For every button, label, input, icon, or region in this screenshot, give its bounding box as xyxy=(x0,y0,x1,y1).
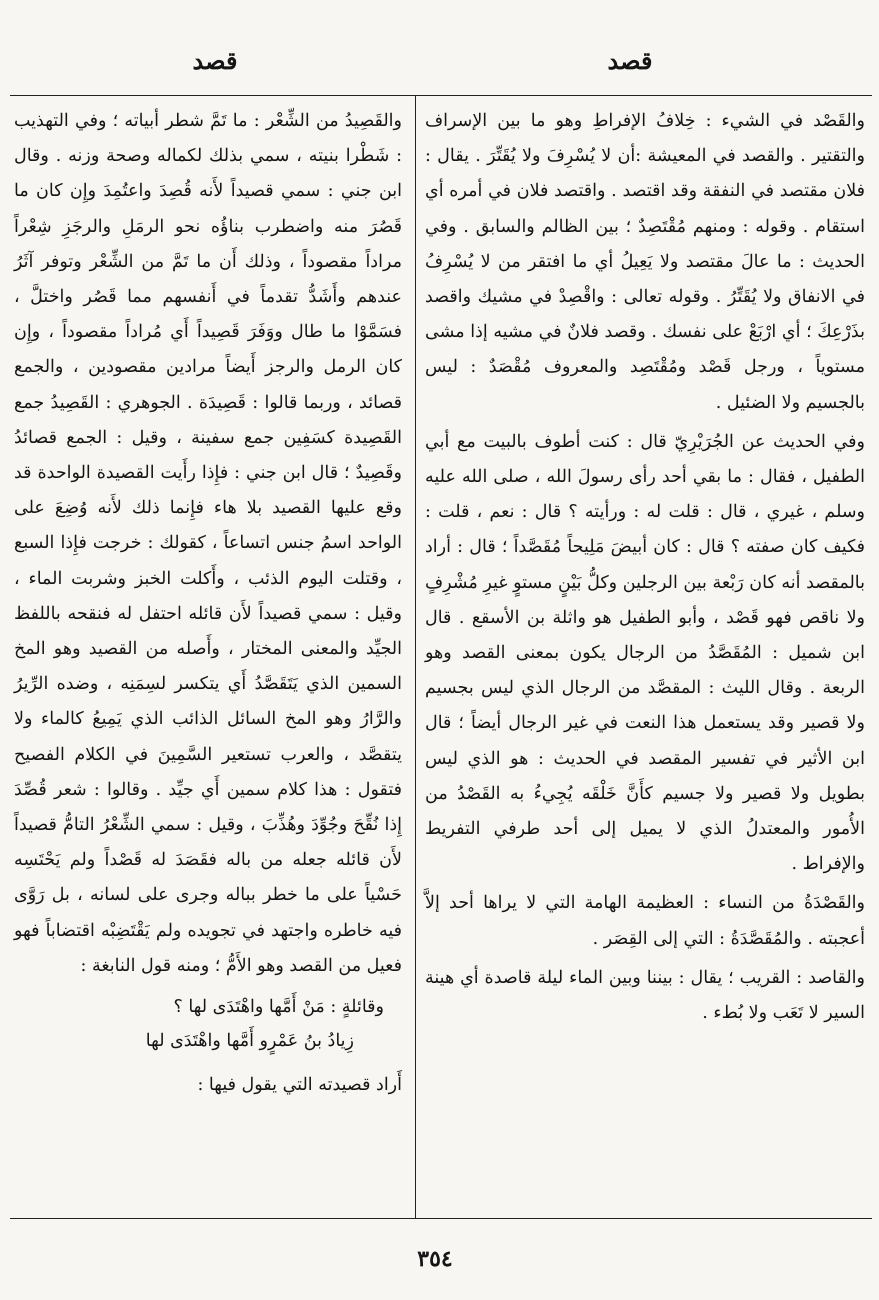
bottom-rule xyxy=(10,1218,872,1219)
poem-line: وقائلةٍ : مَنْ أَمَّها واهْتَدَى لها ؟ xyxy=(173,997,384,1018)
top-rule xyxy=(10,95,872,96)
right-column xyxy=(425,104,865,1031)
left-column xyxy=(14,104,402,1103)
entry-paragraph: وفي الحديث عن الجُرَيْرِيّ قال : كنت أطوف بالبيت مع أبي الطفيل ، فقال : ما بقي أحد رأى رسولَ الله ، صلى الله عليه وسلم ، غيري ، قال : قلت له : ورأيته ؟ قال : نعم ، قلت : فكيف كان صفته ؟ قال : كان أبيضَ مَلِيحاً مُقَصَّداً ؛ قال : أراد بالمقصد أنه كان رَبْعة بين الرجلين وكلُّ بَيْنٍ مستوٍ غيرِ مُشْرِفٍ ولا ناقص فهو قَصْد ، وأبو الطفيل هو واثلة بن الأسقع . قال ابن شميل : المُقَصَّدُ من الرجال يكون بمعنى القصد وهو الربعة . وقال الليث : المقصَّد من الرجال الذي ليس بجسيم ولا قصير وقد يستعمل هذا النعت في غير الرجال أيضاً ؛ قال ابن الأثير في تفسير المقصد في الحديث : هو الذي ليس بطويل ولا قصير ولا جسيم كأَنَّ خَلْقَه يُجِيءُ به القَصْدُ من الأُمور والمعتدلُ الذي لا يميل إلى أحد طرفي التفريط والإفراط . xyxy=(425,431,865,875)
entry-paragraph: والقاصد : القريب ؛ يقال : بيننا وبين الماء ليلة قاصدة أي هينة السير لا تَعَب ولا بُطء . xyxy=(425,967,865,1024)
entry-paragraph: والقَصْدَةُ من النساء : العظيمة الهامة التي لا يراها أحد إلاَّ أعجبته . والمُقَصَّدَةُ : التي إلى القِصَر . xyxy=(425,893,865,949)
page-number: ٣٥٤ xyxy=(417,1246,453,1272)
poem-line: زِيادُ بنُ عَمْرٍو أَمَّها واهْتَدَى لها xyxy=(145,1031,354,1052)
poem-verse xyxy=(14,990,402,1058)
entry-paragraph: والقَصِيدُ من الشِّعْر : ما تَمَّ شطر أبياته ؛ وفي التهذيب : شَطْرا بنيته ، سمي بذلك لكماله وصحة وزنه . وقال ابن جني : سمي قصيداً لأَنه قُصِدَ واعتُمِدَ وإِن كان ما قَصُرَ منه واضطرب بناؤُه نحو الرمَلِ والرجَزِ شِعْراً مراداً مقصوداً ، وذلك أَن ما تَمَّ من الشِّعْر وتوفر آثَرُ عندهم وأَشَدُّ تقدماً في أَنفسهم مما قَصُر واختلَّ ، فسَمَّوْا ما طال ووَفَرَ قَصِيداً أَي مُراداً مقصوداً ، وإِن كان الرمل والرجز أَيضاً مرادين مقصودين ، والجمع قصائد ، وربما قالوا : قَصِيدَة . الجوهري : القَصِيدُ جمع القَصِيدة كسَفِين جمع سفينة ، وقيل : الجمع قصائدُ وقَصِيدٌ ؛ قال ابن جني : فإِذا رأَيت القصيدة الواحدة قد وقع عليها القصيد بلا هاء فإِنما ذلك لأَنه وُضِعَ على الواحد اسمُ جنس اتساعاً ، كقولك : خرجت فإِذا السبع ، وقتلت اليوم الذئب ، وأَكلت الخبز وشربت الماء ، وقيل : سمي قصيداً لأَن قائله احتفل له فنقحه باللفظ الجيِّد والمعنى المختار ، وأَصله من القصيد وهو المخ السمين الذي يَتَقَصَّدُ أَي يتكسر لسِمَنِه ، وضده الرِّيرُ والرَّارُ وهو المخ السائل الذائب الذي يَمِيعُ كالماء ولا يتقصَّد ، والعرب تستعير السَّمِينَ في الكلام الفصيح فتقول : هذا كلام سمين أَي جيِّد . وقالوا : شعر قُصِّدَ إِذا نُقِّحَ وجُوِّدَ وهُذِّبَ ، وقيل : سمي الشِّعْرُ التامُّ قصيداً لأَن قائله جعله من باله فقَصَدَ له قَصْداً ولم يَحْتَسِه حَسْياً على ما خطر بباله وجرى على لسانه ، بل رَوَّى فيه خاطره واجتهد في تجويده ولم يَقْتَضِبْه اقتضاباً فهو فعيل من القصد وهو الأَمُّ ؛ ومنه قول النابغة : xyxy=(14,111,402,976)
column-divider xyxy=(415,96,416,1218)
headword-left: قصد xyxy=(192,46,238,75)
headword-right: قصد xyxy=(607,46,653,75)
entry-paragraph: أَراد قصيدته التي يقول فيها : xyxy=(197,1075,402,1096)
entry-paragraph: والقَصْد في الشيء : خِلافُ الإفراطِ وهو ما بين الإسراف والتقتير . والقصد في المعيشة :أن لا يُسْرِفَ ولا يُقَتِّرَ . يقال : فلان مقتصد في النفقة وقد اقتصد . واقتصد فلان في أمره أي استقام . وقوله : ومنهم مُقْتَصِدٌ ؛ بين الظالم والسابق . وفي الحديث : ما عالَ مقتصد ولا يَعِيلُ أي ما افتقر من لا يُسْرِفُ في الانفاق ولا يُقَتِّرُ . وقوله تعالى : واقْصِدْ في مشيك واقصد بذَرْعِكَ ؛ أي ارْبَعْ على نفسك . وقصد فلانٌ في مشيه إذا مشى مستوياً ، ورجل قَصْد ومُقْتَصِد والمعروف مُقْصَدٌ : ليس بالجسيم ولا الضئيل . xyxy=(425,111,865,413)
